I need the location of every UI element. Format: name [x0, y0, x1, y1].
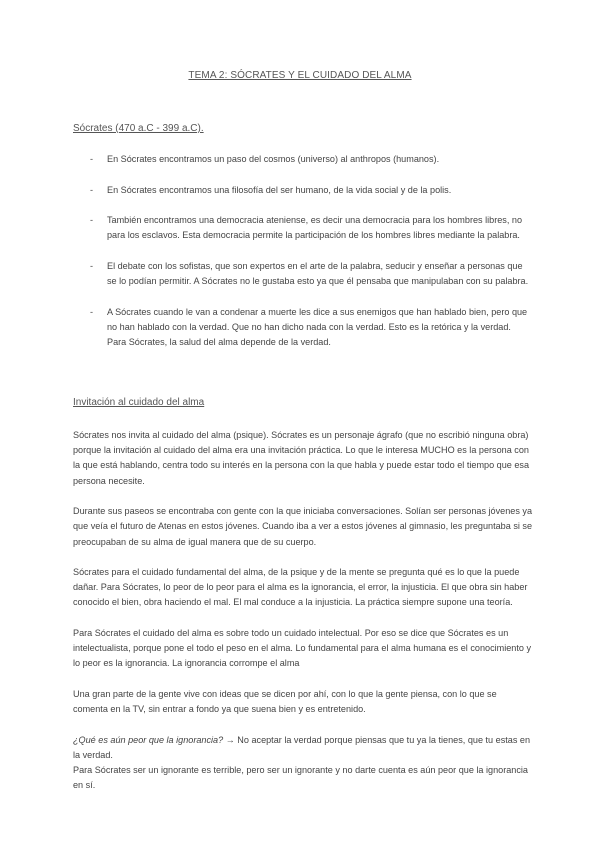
- section-heading-invitation: Invitación al cuidado del alma: [73, 397, 205, 408]
- bullet-dash: -: [90, 154, 94, 164]
- bullet-dash: -: [90, 184, 94, 195]
- section-heading-socrates: Sócrates (470 a.C - 399 a.C).: [73, 123, 204, 134]
- bullet-dash: -: [90, 260, 94, 271]
- bullet-text: En Sócrates encontramos un paso del cosmos (universo) al anthropos (humanos).: [107, 154, 440, 164]
- question-text: ¿Qué es aún peor que la ignorancia? →: [73, 734, 235, 745]
- list-item: [73, 259, 533, 289]
- bullet-list: [73, 152, 533, 366]
- paragraph: Sócrates para el cuidado fundamental del alma, de la psique y de la mente se pregunta qué es lo que la puede dañar. Para Sócrates, lo peor de lo peor para el alma es la ignorancia, el error, la injusticia. El que obra sin haber conocido el bien, obra haciendo el mal. El mal conduce a la injusticia. La práctica siempre supone una teoría.: [73, 567, 528, 608]
- bullet-text: También encontramos una democracia ateniense, es decir una democracia para los hombres libres, no para los esclavos. Esta democracia permite la participación de los hombres libres mediante la palabra.: [107, 215, 522, 241]
- question-extra: Para Sócrates ser un ignorante es terrible, pero ser un ignorante y no darte cuenta es aún peor que la ignorancia en sí.: [73, 764, 528, 791]
- question-answer: No aceptar la verdad porque piensas que tu ya la tienes, que tu estas en la verdad.: [73, 734, 531, 760]
- bullet-dash: -: [90, 215, 94, 226]
- question-paragraph: [73, 733, 533, 794]
- paragraph: Durante sus paseos se encontraba con gente con la que iniciaba conversaciones. Solían ser personas jóvenes ya que veía el futuro de Atenas en estos jóvenes. Cuando iba a ver a estos jóvenes al gimnasio, les preguntaba si se preocupaban de su alma de igual manera que de su cuerpo.: [73, 506, 533, 547]
- bullet-text: El debate con los sofistas, que son expertos en el arte de la palabra, seducir y enseñar a personas que se lo podían permitir. A Sócrates no le gustaba esto ya que él pensaba que manipulaban con su palabra.: [107, 260, 529, 287]
- paragraph: Sócrates nos invita al cuidado del alma (psique). Sócrates es un personaje ágrafo (que no escribió ninguna obra) porque la invitación al cuidado del alma era una invitación práctica. Lo que le interesa MUCHO es la persona con la que está hablando, centra todo su interés en la persona con la que habla y puede estar todo el tiempo que esa persona necesite.: [73, 430, 530, 486]
- paragraph: Una gran parte de la gente vive con ideas que se dicen por ahí, con lo que la gente piensa, con lo que se comenta en la TV, sin entrar a fondo ya que suena bien y es entretenido.: [73, 688, 497, 715]
- bullet-text: En Sócrates encontramos una filosofía del ser humano, de la vida social y de la polis.: [107, 184, 452, 195]
- list-item: [73, 183, 533, 198]
- list-item: [73, 152, 533, 167]
- page-title: TEMA 2: SÓCRATES Y EL CUIDADO DEL ALMA: [188, 70, 412, 81]
- body-paragraphs: [73, 428, 533, 809]
- list-item: [73, 305, 533, 351]
- list-item: [73, 213, 533, 243]
- bullet-extra-line: Para Sócrates, la salud del alma depende de la verdad.: [107, 337, 331, 348]
- bullet-text: A Sócrates cuando le van a condenar a muerte les dice a sus enemigos que han hablado bien, pero que no han hablado con la verdad. Que no han dicho nada con la verdad. Esto es la retórica y la verdad.: [107, 306, 528, 332]
- paragraph: Para Sócrates el cuidado del alma es sobre todo un cuidado intelectual. Por eso se dice que Sócrates es un intelectualista, porque pone el todo el peso en el alma. Lo fundamental para el alma humana es el conocimiento y lo peor es la ignorancia. La ignorancia corrompe el alma: [73, 627, 532, 669]
- bullet-dash: -: [90, 306, 94, 317]
